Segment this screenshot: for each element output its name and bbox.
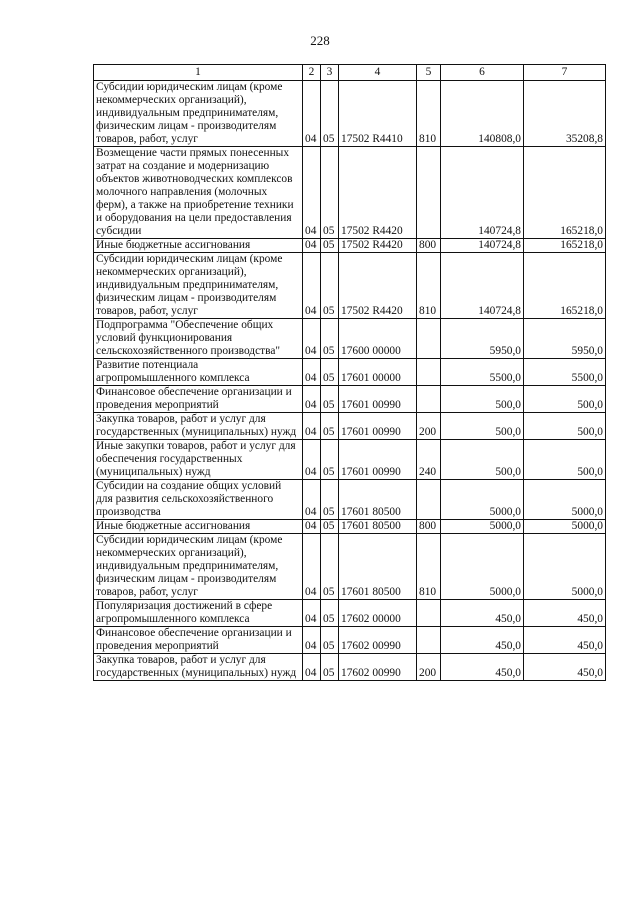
row-target-code: 17600 00000 bbox=[339, 319, 417, 359]
table-row bbox=[94, 654, 606, 681]
row-section: 04 bbox=[303, 440, 321, 480]
row-target-code: 17502 R4420 bbox=[339, 147, 417, 239]
table-row bbox=[94, 600, 606, 627]
row-section: 04 bbox=[303, 147, 321, 239]
row-amount-1: 5950,0 bbox=[441, 319, 524, 359]
header-col-1: 1 bbox=[94, 65, 303, 81]
row-amount-1: 500,0 bbox=[441, 386, 524, 413]
row-amount-2: 5950,0 bbox=[524, 319, 606, 359]
row-amount-1: 140724,8 bbox=[441, 239, 524, 253]
row-name: Иные закупки товаров, работ и услуг для обеспечения государственных (муниципальных) нужд bbox=[94, 440, 303, 480]
row-target-code: 17601 00990 bbox=[339, 413, 417, 440]
row-expense-type: 800 bbox=[417, 520, 441, 534]
row-target-code: 17602 00990 bbox=[339, 627, 417, 654]
budget-table bbox=[93, 64, 606, 681]
row-name: Закупка товаров, работ и услуг для государственных (муниципальных) нужд bbox=[94, 654, 303, 681]
row-section: 04 bbox=[303, 480, 321, 520]
row-target-code: 17602 00000 bbox=[339, 600, 417, 627]
table-row bbox=[94, 440, 606, 480]
row-subsection: 05 bbox=[321, 359, 339, 386]
row-amount-1: 450,0 bbox=[441, 600, 524, 627]
row-amount-1: 450,0 bbox=[441, 654, 524, 681]
row-amount-2: 5000,0 bbox=[524, 534, 606, 600]
row-name: Финансовое обеспечение организации и проведения мероприятий bbox=[94, 627, 303, 654]
row-section: 04 bbox=[303, 520, 321, 534]
table-row bbox=[94, 359, 606, 386]
row-expense-type: 810 bbox=[417, 534, 441, 600]
row-target-code: 17601 00000 bbox=[339, 359, 417, 386]
row-subsection: 05 bbox=[321, 627, 339, 654]
row-amount-1: 5500,0 bbox=[441, 359, 524, 386]
row-amount-2: 500,0 bbox=[524, 413, 606, 440]
row-amount-2: 450,0 bbox=[524, 600, 606, 627]
row-expense-type bbox=[417, 147, 441, 239]
row-section: 04 bbox=[303, 359, 321, 386]
row-name: Подпрограмма "Обеспечение общих условий функционирования сельскохозяйственного производства" bbox=[94, 319, 303, 359]
row-target-code: 17601 80500 bbox=[339, 534, 417, 600]
row-subsection: 05 bbox=[321, 534, 339, 600]
row-name: Закупка товаров, работ и услуг для государственных (муниципальных) нужд bbox=[94, 413, 303, 440]
page-number: 228 bbox=[310, 33, 330, 48]
table-row bbox=[94, 319, 606, 359]
row-amount-2: 165218,0 bbox=[524, 253, 606, 319]
row-name: Возмещение части прямых понесенных затрат на создание и модернизацию объектов животноводческих комплексов молочного направления (молочных ферм), а также на приобретение техники и оборудования на цели предоставления субсидии bbox=[94, 147, 303, 239]
row-subsection: 05 bbox=[321, 81, 339, 147]
header-col-6: 6 bbox=[441, 65, 524, 81]
row-expense-type bbox=[417, 386, 441, 413]
table-row bbox=[94, 627, 606, 654]
row-amount-1: 140724,8 bbox=[441, 253, 524, 319]
row-amount-2: 5000,0 bbox=[524, 480, 606, 520]
row-expense-type: 810 bbox=[417, 81, 441, 147]
row-subsection: 05 bbox=[321, 147, 339, 239]
table-row bbox=[94, 239, 606, 253]
header-row bbox=[94, 65, 606, 81]
row-section: 04 bbox=[303, 627, 321, 654]
row-amount-2: 450,0 bbox=[524, 654, 606, 681]
table-row bbox=[94, 480, 606, 520]
row-target-code: 17601 00990 bbox=[339, 440, 417, 480]
row-subsection: 05 bbox=[321, 319, 339, 359]
row-target-code: 17601 80500 bbox=[339, 520, 417, 534]
row-amount-2: 5000,0 bbox=[524, 520, 606, 534]
row-target-code: 17502 R4420 bbox=[339, 253, 417, 319]
row-amount-1: 5000,0 bbox=[441, 480, 524, 520]
row-target-code: 17502 R4410 bbox=[339, 81, 417, 147]
row-amount-2: 5500,0 bbox=[524, 359, 606, 386]
row-amount-1: 500,0 bbox=[441, 413, 524, 440]
row-amount-1: 140808,0 bbox=[441, 81, 524, 147]
table-row bbox=[94, 147, 606, 239]
row-section: 04 bbox=[303, 534, 321, 600]
row-name: Финансовое обеспечение организации и проведения мероприятий bbox=[94, 386, 303, 413]
row-amount-1: 140724,8 bbox=[441, 147, 524, 239]
row-section: 04 bbox=[303, 386, 321, 413]
row-name: Субсидии юридическим лицам (кроме некоммерческих организаций), индивидуальным предпринимателям, физическим лицам - производителям товаров, работ, услуг bbox=[94, 81, 303, 147]
table-row bbox=[94, 413, 606, 440]
row-target-code: 17601 80500 bbox=[339, 480, 417, 520]
header-col-5: 5 bbox=[417, 65, 441, 81]
row-section: 04 bbox=[303, 253, 321, 319]
row-section: 04 bbox=[303, 319, 321, 359]
row-subsection: 05 bbox=[321, 600, 339, 627]
table-row bbox=[94, 534, 606, 600]
row-subsection: 05 bbox=[321, 386, 339, 413]
row-target-code: 17502 R4420 bbox=[339, 239, 417, 253]
row-name: Иные бюджетные ассигнования bbox=[94, 239, 303, 253]
row-expense-type: 240 bbox=[417, 440, 441, 480]
table-row bbox=[94, 81, 606, 147]
row-name: Развитие потенциала агропромышленного комплекса bbox=[94, 359, 303, 386]
row-section: 04 bbox=[303, 81, 321, 147]
row-subsection: 05 bbox=[321, 440, 339, 480]
row-amount-1: 500,0 bbox=[441, 440, 524, 480]
row-subsection: 05 bbox=[321, 520, 339, 534]
row-name: Популяризация достижений в сфере агропромышленного комплекса bbox=[94, 600, 303, 627]
header-col-2: 2 bbox=[303, 65, 321, 81]
row-amount-2: 450,0 bbox=[524, 627, 606, 654]
row-amount-1: 450,0 bbox=[441, 627, 524, 654]
row-expense-type bbox=[417, 627, 441, 654]
row-amount-2: 165218,0 bbox=[524, 239, 606, 253]
header-col-4: 4 bbox=[339, 65, 417, 81]
row-expense-type bbox=[417, 480, 441, 520]
row-expense-type bbox=[417, 319, 441, 359]
row-amount-2: 165218,0 bbox=[524, 147, 606, 239]
row-amount-2: 35208,8 bbox=[524, 81, 606, 147]
row-section: 04 bbox=[303, 654, 321, 681]
row-name: Субсидии юридическим лицам (кроме некоммерческих организаций), индивидуальным предпринимателям, физическим лицам - производителям товаров, работ, услуг bbox=[94, 253, 303, 319]
row-expense-type: 200 bbox=[417, 654, 441, 681]
row-expense-type: 800 bbox=[417, 239, 441, 253]
row-section: 04 bbox=[303, 600, 321, 627]
row-name: Иные бюджетные ассигнования bbox=[94, 520, 303, 534]
row-expense-type: 200 bbox=[417, 413, 441, 440]
row-expense-type: 810 bbox=[417, 253, 441, 319]
table-header bbox=[94, 65, 606, 81]
row-section: 04 bbox=[303, 239, 321, 253]
header-col-7: 7 bbox=[524, 65, 606, 81]
header-col-3: 3 bbox=[321, 65, 339, 81]
row-expense-type bbox=[417, 359, 441, 386]
row-target-code: 17601 00990 bbox=[339, 386, 417, 413]
row-section: 04 bbox=[303, 413, 321, 440]
row-name: Субсидии на создание общих условий для развития сельскохозяйственного производства bbox=[94, 480, 303, 520]
table-body bbox=[94, 81, 606, 681]
row-amount-1: 5000,0 bbox=[441, 520, 524, 534]
row-subsection: 05 bbox=[321, 253, 339, 319]
row-amount-1: 5000,0 bbox=[441, 534, 524, 600]
row-target-code: 17602 00990 bbox=[339, 654, 417, 681]
row-subsection: 05 bbox=[321, 480, 339, 520]
row-amount-2: 500,0 bbox=[524, 440, 606, 480]
table-row bbox=[94, 253, 606, 319]
row-subsection: 05 bbox=[321, 239, 339, 253]
row-name: Субсидии юридическим лицам (кроме некоммерческих организаций), индивидуальным предпринимателям, физическим лицам - производителям товаров, работ, услуг bbox=[94, 534, 303, 600]
row-subsection: 05 bbox=[321, 654, 339, 681]
table-row bbox=[94, 386, 606, 413]
table-row bbox=[94, 520, 606, 534]
row-expense-type bbox=[417, 600, 441, 627]
row-subsection: 05 bbox=[321, 413, 339, 440]
row-amount-2: 500,0 bbox=[524, 386, 606, 413]
